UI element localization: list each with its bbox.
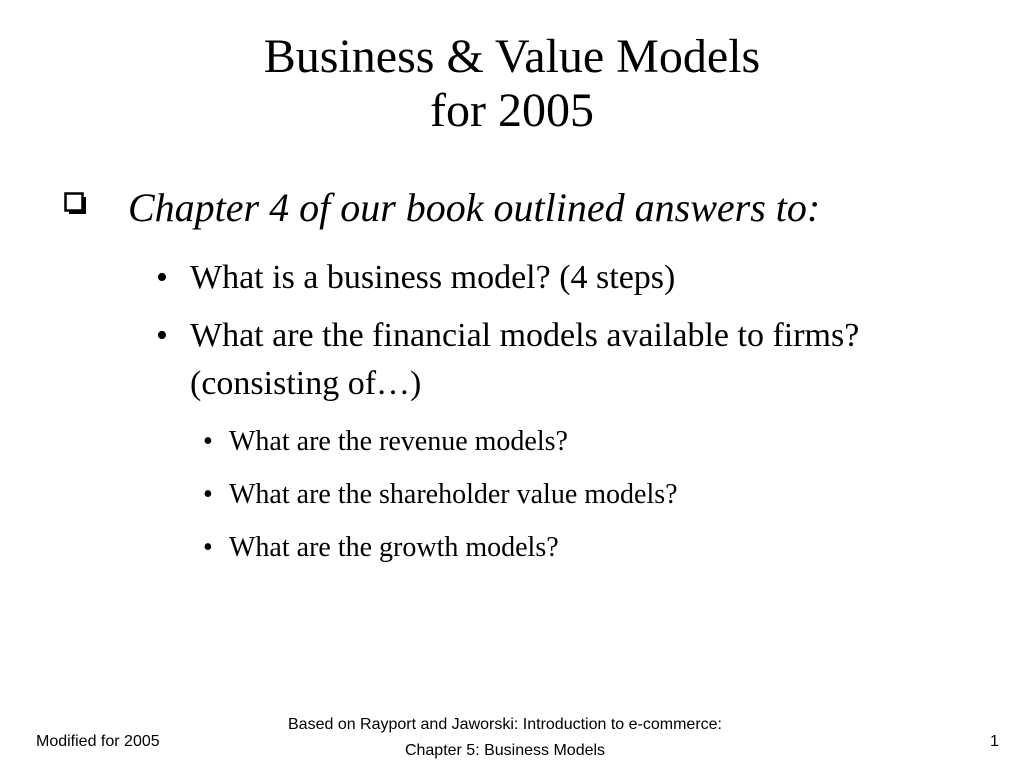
sub-list-item bbox=[203, 530, 903, 566]
bullet-dot: • bbox=[203, 426, 213, 457]
footer-left-text: Modified for 2005 bbox=[36, 733, 160, 750]
footer-center-text bbox=[205, 712, 805, 764]
list-item-text: What are the financial models available to firms? (consisting of…) bbox=[190, 317, 860, 402]
page-number: 1 bbox=[990, 733, 999, 750]
sub-list-item-text: What are the revenue models? bbox=[229, 426, 568, 457]
sub-list-item-text: What are the growth models? bbox=[229, 532, 559, 563]
bullet-dot: • bbox=[156, 259, 168, 296]
list-item bbox=[156, 312, 896, 408]
main-bullet-text: Chapter 4 of our book outlined answers to: bbox=[128, 185, 821, 230]
list-item-text: What is a business model? (4 steps) bbox=[190, 259, 676, 296]
sub-list-item bbox=[203, 424, 903, 460]
footer-center-line1: Based on Rayport and Jaworski: Introduction to e-commerce: bbox=[288, 716, 722, 733]
sub-list-item-text: What are the shareholder value models? bbox=[229, 479, 678, 510]
list-item bbox=[156, 254, 896, 302]
sub-list-item bbox=[203, 477, 903, 513]
slide-title-line1: Business & Value Models bbox=[263, 30, 761, 83]
bullet-dot: • bbox=[203, 479, 213, 510]
checkbox-icon bbox=[64, 192, 88, 216]
bullet-dot: • bbox=[156, 317, 168, 354]
bullet-dot: • bbox=[203, 532, 213, 563]
slide-title-line2: for 2005 bbox=[430, 84, 594, 137]
slide-title bbox=[0, 30, 1024, 138]
footer-center-line2: Chapter 5: Business Models bbox=[404, 742, 606, 759]
